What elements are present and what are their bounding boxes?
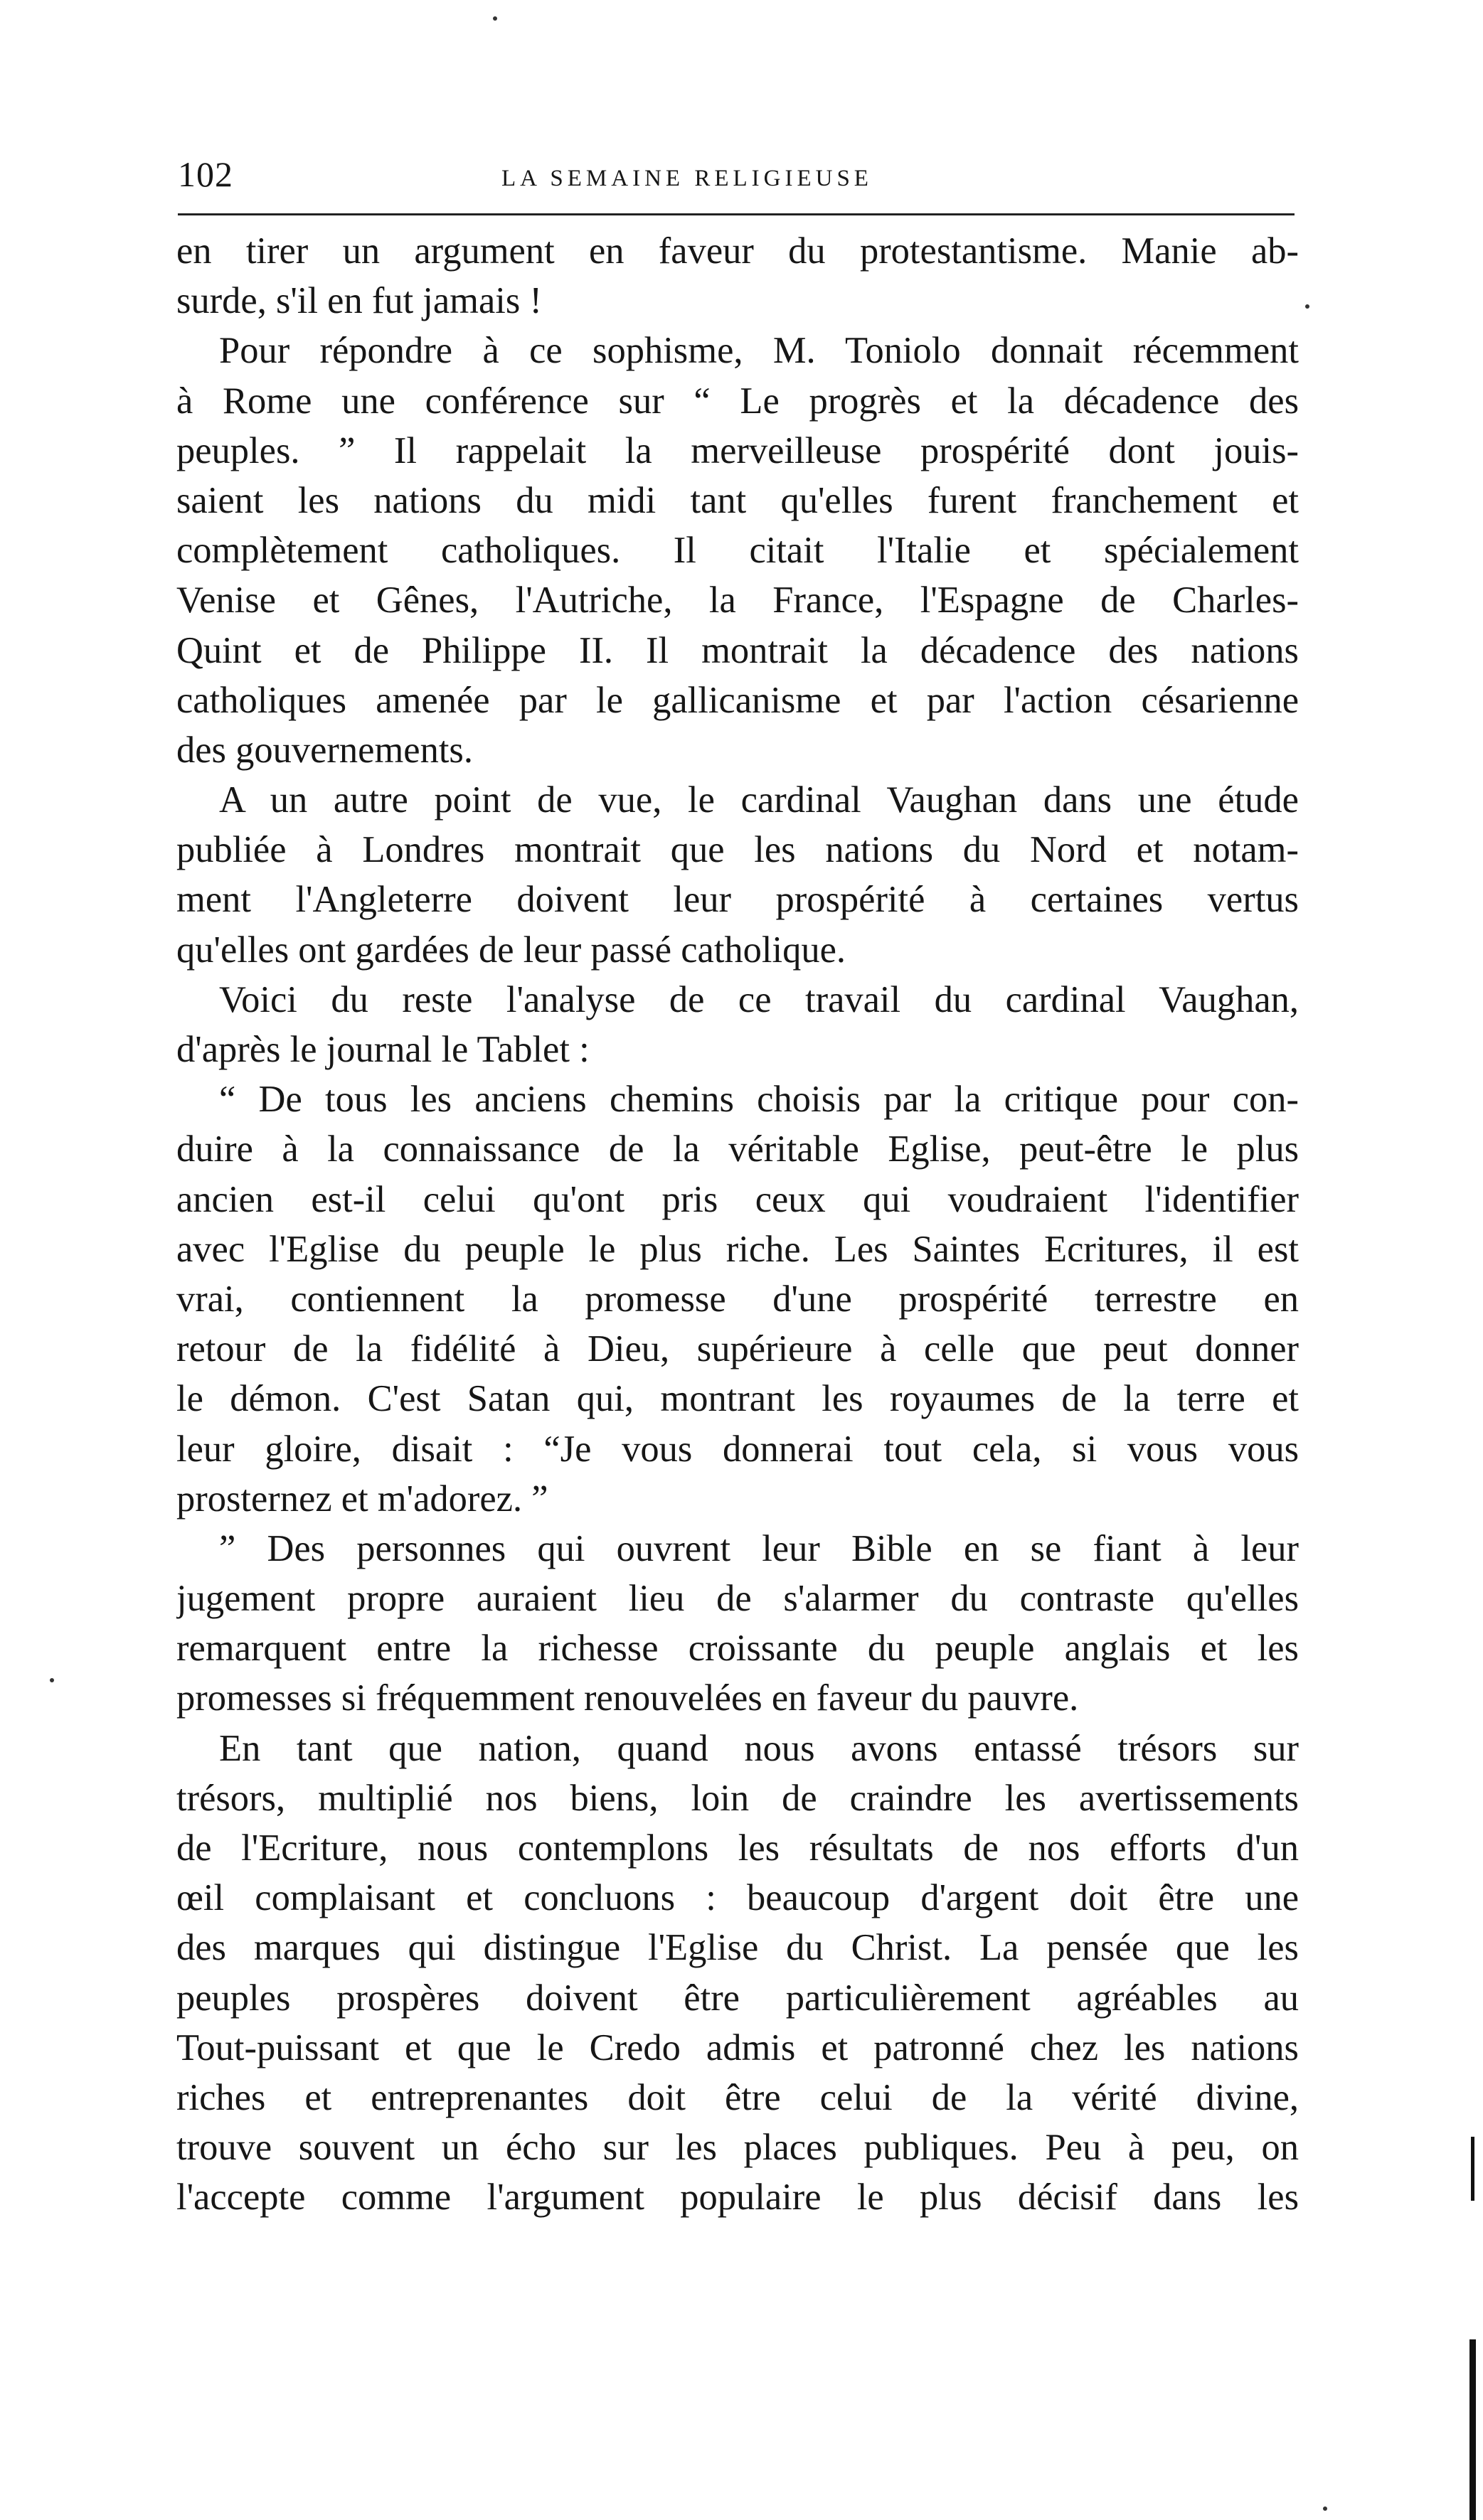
text-line: Voici du reste l'analyse de ce travail du cardinal Vaughan, [219, 978, 1299, 1020]
text-line: peuples prospères doivent être particulièrement agréables au [176, 1977, 1299, 2019]
page-header [178, 146, 1295, 203]
text-line: qu'elles ont gardées de leur passé catholique. [176, 929, 846, 971]
text-line: surde, s'il en fut jamais ! [176, 280, 542, 322]
text-line: leur gloire, disait : “Je vous donnerai tout cela, si vous vous [176, 1428, 1299, 1470]
scan-speck [493, 16, 497, 21]
text-line: A un autre point de vue, le cardinal Vaughan dans une étude [219, 779, 1299, 821]
text-line: avec l'Eglise du peuple le plus riche. Les Saintes Ecritures, il est [176, 1228, 1299, 1270]
scan-speck [1323, 2506, 1327, 2511]
text-line: en tirer un argument en faveur du protestantisme. Manie ab- [176, 230, 1299, 272]
text-line: peuples. ” Il rappelait la merveilleuse prospérité dont jouis- [176, 429, 1299, 471]
text-line: publiée à Londres montrait que les nations du Nord et notam- [176, 829, 1299, 871]
text-line: des marques qui distingue l'Eglise du Christ. La pensée que les [176, 1927, 1299, 1969]
text-line: duire à la connaissance de la véritable Eglise, peut-être le plus [176, 1128, 1299, 1170]
text-line: trouve souvent un écho sur les places publiques. Peu à peu, on [176, 2127, 1299, 2169]
text-line: riches et entreprenantes doit être celui de la vérité divine, [176, 2076, 1299, 2118]
text-line: ment l'Angleterre doivent leur prospérité à certaines vertus [176, 879, 1299, 921]
text-line: ancien est-il celui qu'ont pris ceux qui voudraient l'identifier [176, 1178, 1299, 1220]
text-line: le démon. C'est Satan qui, montrant les royaumes de la terre et [176, 1378, 1299, 1420]
text-line: En tant que nation, quand nous avons entassé trésors sur [219, 1727, 1299, 1769]
text-line: saient les nations du midi tant qu'elles furent franchement et [176, 479, 1299, 521]
text-line: de l'Ecriture, nous contemplons les résultats de nos efforts d'un [176, 1827, 1299, 1869]
running-head: LA SEMAINE RELIGIEUSE [501, 166, 873, 191]
text-line: vrai, contiennent la promesse d'une prospérité terrestre en [176, 1278, 1299, 1320]
scan-speck [50, 1678, 54, 1682]
scan-speck [1305, 304, 1309, 309]
text-line: Tout-puissant et que le Credo admis et patronné chez les nations [176, 2027, 1299, 2068]
text-line: retour de la fidélité à Dieu, supérieure à celle que peut donner [176, 1328, 1299, 1370]
text-line: “ De tous les anciens chemins choisis par la critique pour con- [219, 1079, 1299, 1121]
text-line: Pour répondre à ce sophisme, M. Toniolo donnait récemment [219, 330, 1299, 372]
scan-edge-mark [1469, 2339, 1476, 2520]
page-number: 102 [178, 154, 233, 194]
text-line: trésors, multiplié nos biens, loin de craindre les avertissements [176, 1777, 1299, 1819]
text-line: œil complaisant et concluons : beaucoup d'argent doit être une [176, 1877, 1299, 1919]
text-line: d'après le journal le Tablet : [176, 1029, 590, 1070]
text-line: catholiques amenée par le gallicanisme et par l'action césarienne [176, 679, 1299, 721]
text-line: à Rome une conférence sur “ Le progrès et la décadence des [176, 380, 1299, 422]
text-line: Venise et Gênes, l'Autriche, la France, l'Espagne de Charles- [176, 580, 1299, 621]
text-line: promesses si fréquemment renouvelées en faveur du pauvre. [176, 1677, 1079, 1719]
text-line: des gouvernements. [176, 729, 473, 771]
text-line: prosternez et m'adorez. ” [176, 1478, 548, 1520]
text-line: jugement propre auraient lieu de s'alarmer du contraste qu'elles [176, 1578, 1299, 1620]
text-line: l'accepte comme l'argument populaire le plus décisif dans les [176, 2177, 1299, 2219]
scan-edge-mark [1471, 2137, 1474, 2201]
text-line: complètement catholiques. Il citait l'Italie et spécialement [176, 530, 1299, 572]
text-line: ” Des personnes qui ouvrent leur Bible en se fiant à leur [219, 1527, 1299, 1569]
text-line: remarquent entre la richesse croissante du peuple anglais et les [176, 1628, 1299, 1670]
body-text [176, 226, 1299, 2223]
text-line: Quint et de Philippe II. Il montrait la décadence des nations [176, 629, 1299, 671]
header-rule [178, 213, 1295, 215]
